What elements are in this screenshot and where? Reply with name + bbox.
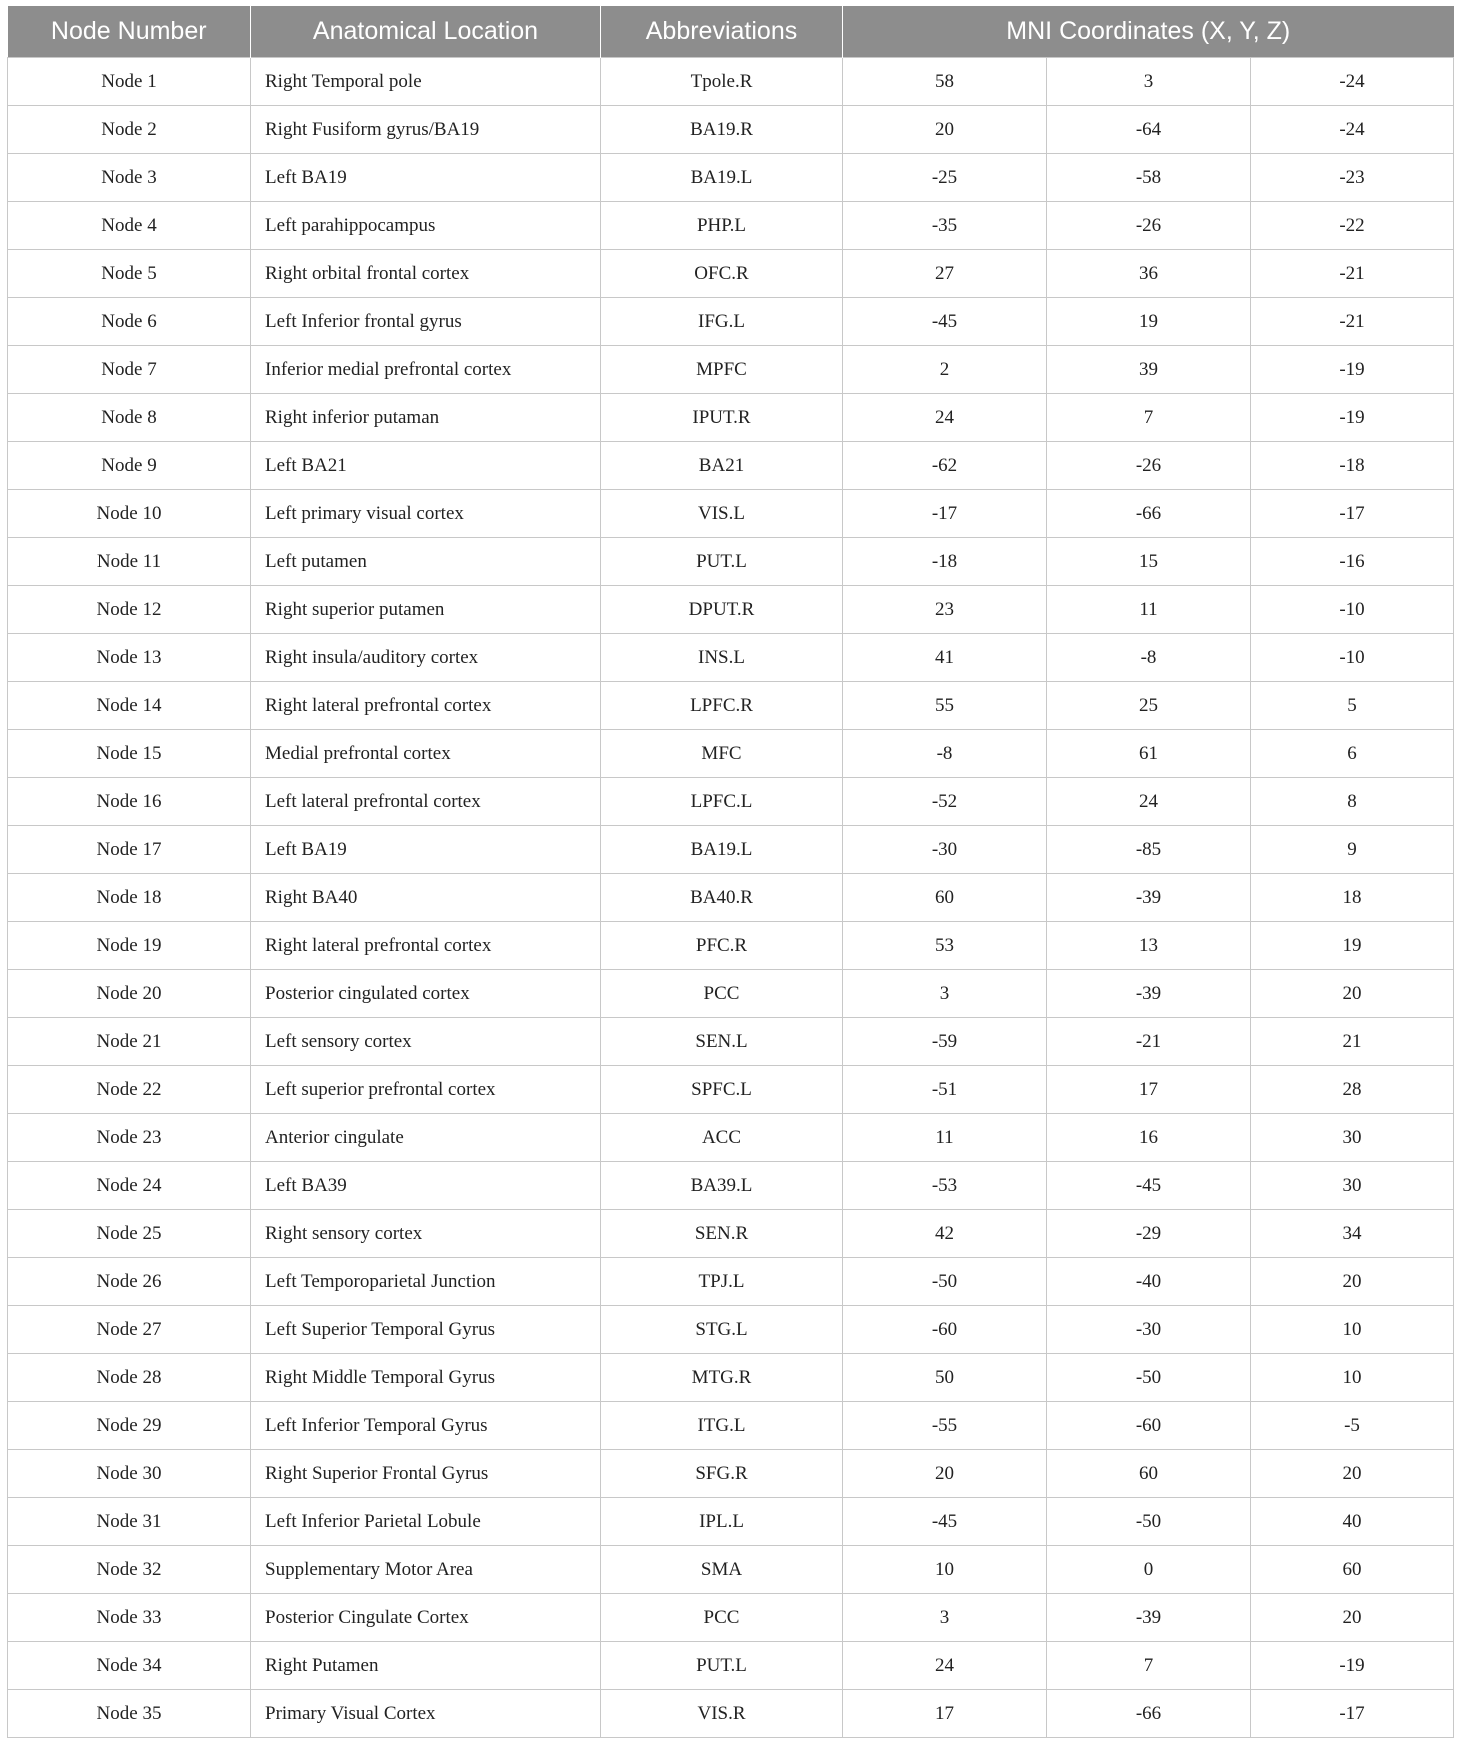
cell-mni-y: 25 xyxy=(1047,682,1251,730)
cell-mni-x: 20 xyxy=(843,1450,1047,1498)
cell-mni-z: 10 xyxy=(1251,1354,1454,1402)
table-row xyxy=(8,1258,1454,1306)
table-row xyxy=(8,490,1454,538)
cell-mni-z: 9 xyxy=(1251,826,1454,874)
cell-mni-y: -50 xyxy=(1047,1498,1251,1546)
table-row xyxy=(8,1354,1454,1402)
cell-abbreviation: STG.L xyxy=(601,1306,843,1354)
cell-abbreviation: PCC xyxy=(601,1594,843,1642)
cell-anatomical-location: Right superior putamen xyxy=(251,586,601,634)
cell-mni-x: -17 xyxy=(843,490,1047,538)
table-row xyxy=(8,778,1454,826)
cell-abbreviation: BA19.L xyxy=(601,154,843,202)
table-row xyxy=(8,826,1454,874)
cell-mni-y: -45 xyxy=(1047,1162,1251,1210)
cell-anatomical-location: Right insula/auditory cortex xyxy=(251,634,601,682)
cell-mni-x: -55 xyxy=(843,1402,1047,1450)
cell-abbreviation: SFG.R xyxy=(601,1450,843,1498)
cell-mni-x: 50 xyxy=(843,1354,1047,1402)
cell-abbreviation: BA19.R xyxy=(601,106,843,154)
cell-node-number: Node 34 xyxy=(8,1642,251,1690)
table-container xyxy=(7,6,1453,1738)
table-row xyxy=(8,442,1454,490)
cell-mni-x: 24 xyxy=(843,394,1047,442)
cell-anatomical-location: Right Middle Temporal Gyrus xyxy=(251,1354,601,1402)
cell-abbreviation: PUT.L xyxy=(601,1642,843,1690)
table-row xyxy=(8,1642,1454,1690)
table-row xyxy=(8,250,1454,298)
cell-abbreviation: VIS.L xyxy=(601,490,843,538)
cell-mni-z: -17 xyxy=(1251,490,1454,538)
cell-mni-x: -45 xyxy=(843,1498,1047,1546)
table-row xyxy=(8,346,1454,394)
table-row xyxy=(8,154,1454,202)
cell-abbreviation: IPUT.R xyxy=(601,394,843,442)
cell-mni-y: -40 xyxy=(1047,1258,1251,1306)
cell-mni-z: 40 xyxy=(1251,1498,1454,1546)
cell-mni-x: 10 xyxy=(843,1546,1047,1594)
cell-mni-z: 10 xyxy=(1251,1306,1454,1354)
cell-mni-z: 20 xyxy=(1251,970,1454,1018)
cell-mni-x: 23 xyxy=(843,586,1047,634)
cell-anatomical-location: Left BA19 xyxy=(251,826,601,874)
cell-mni-x: -45 xyxy=(843,298,1047,346)
cell-node-number: Node 31 xyxy=(8,1498,251,1546)
cell-mni-x: -35 xyxy=(843,202,1047,250)
cell-node-number: Node 27 xyxy=(8,1306,251,1354)
cell-mni-x: -50 xyxy=(843,1258,1047,1306)
cell-mni-z: 18 xyxy=(1251,874,1454,922)
cell-anatomical-location: Left Inferior Temporal Gyrus xyxy=(251,1402,601,1450)
cell-mni-y: -66 xyxy=(1047,1690,1251,1738)
table-row xyxy=(8,730,1454,778)
cell-abbreviation: BA21 xyxy=(601,442,843,490)
cell-mni-y: 7 xyxy=(1047,1642,1251,1690)
cell-mni-y: 16 xyxy=(1047,1114,1251,1162)
cell-node-number: Node 14 xyxy=(8,682,251,730)
table-row xyxy=(8,586,1454,634)
cell-mni-z: -22 xyxy=(1251,202,1454,250)
cell-mni-y: -60 xyxy=(1047,1402,1251,1450)
cell-mni-x: -51 xyxy=(843,1066,1047,1114)
cell-node-number: Node 2 xyxy=(8,106,251,154)
cell-node-number: Node 20 xyxy=(8,970,251,1018)
cell-mni-y: -39 xyxy=(1047,1594,1251,1642)
cell-abbreviation: INS.L xyxy=(601,634,843,682)
cell-mni-x: 24 xyxy=(843,1642,1047,1690)
cell-mni-y: -29 xyxy=(1047,1210,1251,1258)
cell-anatomical-location: Left Inferior Parietal Lobule xyxy=(251,1498,601,1546)
cell-mni-z: -10 xyxy=(1251,634,1454,682)
table-row xyxy=(8,634,1454,682)
table-header xyxy=(8,6,1454,58)
table-row xyxy=(8,1690,1454,1738)
cell-mni-y: 0 xyxy=(1047,1546,1251,1594)
cell-anatomical-location: Left parahippocampus xyxy=(251,202,601,250)
cell-abbreviation: PCC xyxy=(601,970,843,1018)
cell-anatomical-location: Anterior cingulate xyxy=(251,1114,601,1162)
cell-anatomical-location: Left BA21 xyxy=(251,442,601,490)
cell-anatomical-location: Left putamen xyxy=(251,538,601,586)
table-row xyxy=(8,1210,1454,1258)
cell-mni-x: 53 xyxy=(843,922,1047,970)
cell-node-number: Node 7 xyxy=(8,346,251,394)
cell-mni-z: -16 xyxy=(1251,538,1454,586)
cell-mni-z: 5 xyxy=(1251,682,1454,730)
cell-mni-y: 7 xyxy=(1047,394,1251,442)
cell-abbreviation: MPFC xyxy=(601,346,843,394)
cell-mni-y: -39 xyxy=(1047,874,1251,922)
cell-node-number: Node 8 xyxy=(8,394,251,442)
cell-mni-z: -21 xyxy=(1251,298,1454,346)
cell-abbreviation: ITG.L xyxy=(601,1402,843,1450)
cell-abbreviation: IFG.L xyxy=(601,298,843,346)
cell-abbreviation: PHP.L xyxy=(601,202,843,250)
cell-abbreviation: TPJ.L xyxy=(601,1258,843,1306)
cell-node-number: Node 33 xyxy=(8,1594,251,1642)
cell-mni-y: 61 xyxy=(1047,730,1251,778)
cell-mni-x: 3 xyxy=(843,970,1047,1018)
cell-mni-z: 30 xyxy=(1251,1114,1454,1162)
cell-mni-y: -26 xyxy=(1047,442,1251,490)
cell-anatomical-location: Left primary visual cortex xyxy=(251,490,601,538)
cell-anatomical-location: Medial prefrontal cortex xyxy=(251,730,601,778)
cell-mni-y: 3 xyxy=(1047,58,1251,106)
table-row xyxy=(8,1018,1454,1066)
cell-mni-x: -18 xyxy=(843,538,1047,586)
cell-mni-x: -60 xyxy=(843,1306,1047,1354)
cell-mni-z: 20 xyxy=(1251,1450,1454,1498)
cell-mni-y: -64 xyxy=(1047,106,1251,154)
cell-abbreviation: MFC xyxy=(601,730,843,778)
cell-node-number: Node 22 xyxy=(8,1066,251,1114)
cell-node-number: Node 9 xyxy=(8,442,251,490)
header-mni-coordinates: MNI Coordinates (X, Y, Z) xyxy=(843,6,1454,58)
cell-node-number: Node 16 xyxy=(8,778,251,826)
table-row xyxy=(8,1594,1454,1642)
cell-abbreviation: BA19.L xyxy=(601,826,843,874)
cell-mni-y: 13 xyxy=(1047,922,1251,970)
cell-mni-x: -30 xyxy=(843,826,1047,874)
cell-node-number: Node 35 xyxy=(8,1690,251,1738)
cell-mni-y: 39 xyxy=(1047,346,1251,394)
cell-mni-z: -24 xyxy=(1251,106,1454,154)
table-body xyxy=(8,58,1454,1738)
cell-mni-y: 19 xyxy=(1047,298,1251,346)
cell-mni-y: -8 xyxy=(1047,634,1251,682)
cell-mni-z: -21 xyxy=(1251,250,1454,298)
cell-abbreviation: SEN.L xyxy=(601,1018,843,1066)
table-row xyxy=(8,1306,1454,1354)
cell-mni-z: 6 xyxy=(1251,730,1454,778)
header-node-number: Node Number xyxy=(8,6,251,58)
cell-mni-x: -52 xyxy=(843,778,1047,826)
cell-node-number: Node 18 xyxy=(8,874,251,922)
cell-anatomical-location: Right Superior Frontal Gyrus xyxy=(251,1450,601,1498)
cell-mni-z: 28 xyxy=(1251,1066,1454,1114)
cell-abbreviation: IPL.L xyxy=(601,1498,843,1546)
cell-mni-y: 15 xyxy=(1047,538,1251,586)
table-row xyxy=(8,202,1454,250)
cell-node-number: Node 19 xyxy=(8,922,251,970)
cell-anatomical-location: Left sensory cortex xyxy=(251,1018,601,1066)
cell-mni-y: 60 xyxy=(1047,1450,1251,1498)
cell-node-number: Node 6 xyxy=(8,298,251,346)
table-row xyxy=(8,1066,1454,1114)
cell-node-number: Node 32 xyxy=(8,1546,251,1594)
cell-mni-x: -25 xyxy=(843,154,1047,202)
cell-node-number: Node 26 xyxy=(8,1258,251,1306)
table-row xyxy=(8,1402,1454,1450)
cell-mni-x: 2 xyxy=(843,346,1047,394)
cell-anatomical-location: Right Temporal pole xyxy=(251,58,601,106)
cell-node-number: Node 1 xyxy=(8,58,251,106)
cell-anatomical-location: Right orbital frontal cortex xyxy=(251,250,601,298)
cell-node-number: Node 3 xyxy=(8,154,251,202)
cell-mni-y: 17 xyxy=(1047,1066,1251,1114)
cell-mni-z: -19 xyxy=(1251,394,1454,442)
cell-abbreviation: Tpole.R xyxy=(601,58,843,106)
cell-mni-y: 11 xyxy=(1047,586,1251,634)
cell-anatomical-location: Left BA19 xyxy=(251,154,601,202)
cell-node-number: Node 28 xyxy=(8,1354,251,1402)
table-row xyxy=(8,394,1454,442)
cell-mni-y: -30 xyxy=(1047,1306,1251,1354)
cell-mni-x: -8 xyxy=(843,730,1047,778)
cell-mni-y: -39 xyxy=(1047,970,1251,1018)
cell-anatomical-location: Posterior Cingulate Cortex xyxy=(251,1594,601,1642)
cell-node-number: Node 4 xyxy=(8,202,251,250)
cell-mni-z: 21 xyxy=(1251,1018,1454,1066)
cell-mni-y: -26 xyxy=(1047,202,1251,250)
cell-abbreviation: SEN.R xyxy=(601,1210,843,1258)
node-table xyxy=(7,6,1454,1738)
cell-abbreviation: BA39.L xyxy=(601,1162,843,1210)
cell-node-number: Node 11 xyxy=(8,538,251,586)
cell-abbreviation: LPFC.L xyxy=(601,778,843,826)
cell-node-number: Node 24 xyxy=(8,1162,251,1210)
cell-mni-z: -10 xyxy=(1251,586,1454,634)
header-anatomical-location: Anatomical Location xyxy=(251,6,601,58)
cell-abbreviation: ACC xyxy=(601,1114,843,1162)
cell-anatomical-location: Left Superior Temporal Gyrus xyxy=(251,1306,601,1354)
header-row xyxy=(8,6,1454,58)
cell-mni-z: 8 xyxy=(1251,778,1454,826)
cell-anatomical-location: Posterior cingulated cortex xyxy=(251,970,601,1018)
cell-anatomical-location: Right sensory cortex xyxy=(251,1210,601,1258)
cell-mni-z: -18 xyxy=(1251,442,1454,490)
cell-mni-z: 60 xyxy=(1251,1546,1454,1594)
cell-mni-y: 36 xyxy=(1047,250,1251,298)
cell-anatomical-location: Left Temporoparietal Junction xyxy=(251,1258,601,1306)
cell-mni-z: 20 xyxy=(1251,1258,1454,1306)
table-row xyxy=(8,58,1454,106)
cell-anatomical-location: Right Putamen xyxy=(251,1642,601,1690)
cell-mni-z: 30 xyxy=(1251,1162,1454,1210)
cell-node-number: Node 15 xyxy=(8,730,251,778)
cell-mni-x: 3 xyxy=(843,1594,1047,1642)
cell-node-number: Node 29 xyxy=(8,1402,251,1450)
cell-mni-y: -50 xyxy=(1047,1354,1251,1402)
cell-anatomical-location: Left superior prefrontal cortex xyxy=(251,1066,601,1114)
cell-mni-z: 19 xyxy=(1251,922,1454,970)
cell-mni-z: -17 xyxy=(1251,1690,1454,1738)
cell-mni-z: -5 xyxy=(1251,1402,1454,1450)
cell-mni-x: 41 xyxy=(843,634,1047,682)
cell-node-number: Node 5 xyxy=(8,250,251,298)
cell-abbreviation: VIS.R xyxy=(601,1690,843,1738)
cell-mni-x: 27 xyxy=(843,250,1047,298)
cell-abbreviation: SMA xyxy=(601,1546,843,1594)
cell-node-number: Node 17 xyxy=(8,826,251,874)
cell-node-number: Node 30 xyxy=(8,1450,251,1498)
cell-abbreviation: DPUT.R xyxy=(601,586,843,634)
cell-mni-x: 20 xyxy=(843,106,1047,154)
cell-mni-z: -24 xyxy=(1251,58,1454,106)
cell-mni-x: 55 xyxy=(843,682,1047,730)
cell-mni-x: -59 xyxy=(843,1018,1047,1066)
cell-abbreviation: OFC.R xyxy=(601,250,843,298)
cell-node-number: Node 10 xyxy=(8,490,251,538)
table-row xyxy=(8,1114,1454,1162)
cell-abbreviation: MTG.R xyxy=(601,1354,843,1402)
cell-anatomical-location: Right inferior putaman xyxy=(251,394,601,442)
cell-mni-y: -21 xyxy=(1047,1018,1251,1066)
cell-mni-z: -19 xyxy=(1251,1642,1454,1690)
cell-abbreviation: PFC.R xyxy=(601,922,843,970)
cell-anatomical-location: Supplementary Motor Area xyxy=(251,1546,601,1594)
cell-mni-x: -62 xyxy=(843,442,1047,490)
table-row xyxy=(8,1162,1454,1210)
cell-mni-y: 24 xyxy=(1047,778,1251,826)
table-row xyxy=(8,874,1454,922)
cell-mni-z: -23 xyxy=(1251,154,1454,202)
cell-mni-x: 11 xyxy=(843,1114,1047,1162)
cell-anatomical-location: Right BA40 xyxy=(251,874,601,922)
cell-mni-x: 60 xyxy=(843,874,1047,922)
cell-node-number: Node 12 xyxy=(8,586,251,634)
cell-anatomical-location: Left BA39 xyxy=(251,1162,601,1210)
cell-abbreviation: SPFC.L xyxy=(601,1066,843,1114)
cell-abbreviation: LPFC.R xyxy=(601,682,843,730)
table-row xyxy=(8,1546,1454,1594)
cell-anatomical-location: Primary Visual Cortex xyxy=(251,1690,601,1738)
cell-mni-y: -58 xyxy=(1047,154,1251,202)
cell-node-number: Node 13 xyxy=(8,634,251,682)
cell-mni-y: -85 xyxy=(1047,826,1251,874)
cell-node-number: Node 23 xyxy=(8,1114,251,1162)
table-row xyxy=(8,970,1454,1018)
table-row xyxy=(8,1498,1454,1546)
table-row xyxy=(8,922,1454,970)
cell-node-number: Node 21 xyxy=(8,1018,251,1066)
cell-mni-x: 42 xyxy=(843,1210,1047,1258)
table-row xyxy=(8,106,1454,154)
cell-mni-y: -66 xyxy=(1047,490,1251,538)
cell-mni-x: 17 xyxy=(843,1690,1047,1738)
cell-anatomical-location: Right lateral prefrontal cortex xyxy=(251,682,601,730)
cell-anatomical-location: Left Inferior frontal gyrus xyxy=(251,298,601,346)
cell-anatomical-location: Right lateral prefrontal cortex xyxy=(251,922,601,970)
cell-mni-z: 20 xyxy=(1251,1594,1454,1642)
cell-anatomical-location: Inferior medial prefrontal cortex xyxy=(251,346,601,394)
table-row xyxy=(8,682,1454,730)
table-row xyxy=(8,298,1454,346)
cell-mni-x: -53 xyxy=(843,1162,1047,1210)
cell-mni-x: 58 xyxy=(843,58,1047,106)
cell-mni-z: 34 xyxy=(1251,1210,1454,1258)
cell-anatomical-location: Right Fusiform gyrus/BA19 xyxy=(251,106,601,154)
cell-node-number: Node 25 xyxy=(8,1210,251,1258)
table-row xyxy=(8,538,1454,586)
cell-abbreviation: BA40.R xyxy=(601,874,843,922)
cell-mni-z: -19 xyxy=(1251,346,1454,394)
cell-abbreviation: PUT.L xyxy=(601,538,843,586)
cell-anatomical-location: Left lateral prefrontal cortex xyxy=(251,778,601,826)
header-abbreviations: Abbreviations xyxy=(601,6,843,58)
table-row xyxy=(8,1450,1454,1498)
